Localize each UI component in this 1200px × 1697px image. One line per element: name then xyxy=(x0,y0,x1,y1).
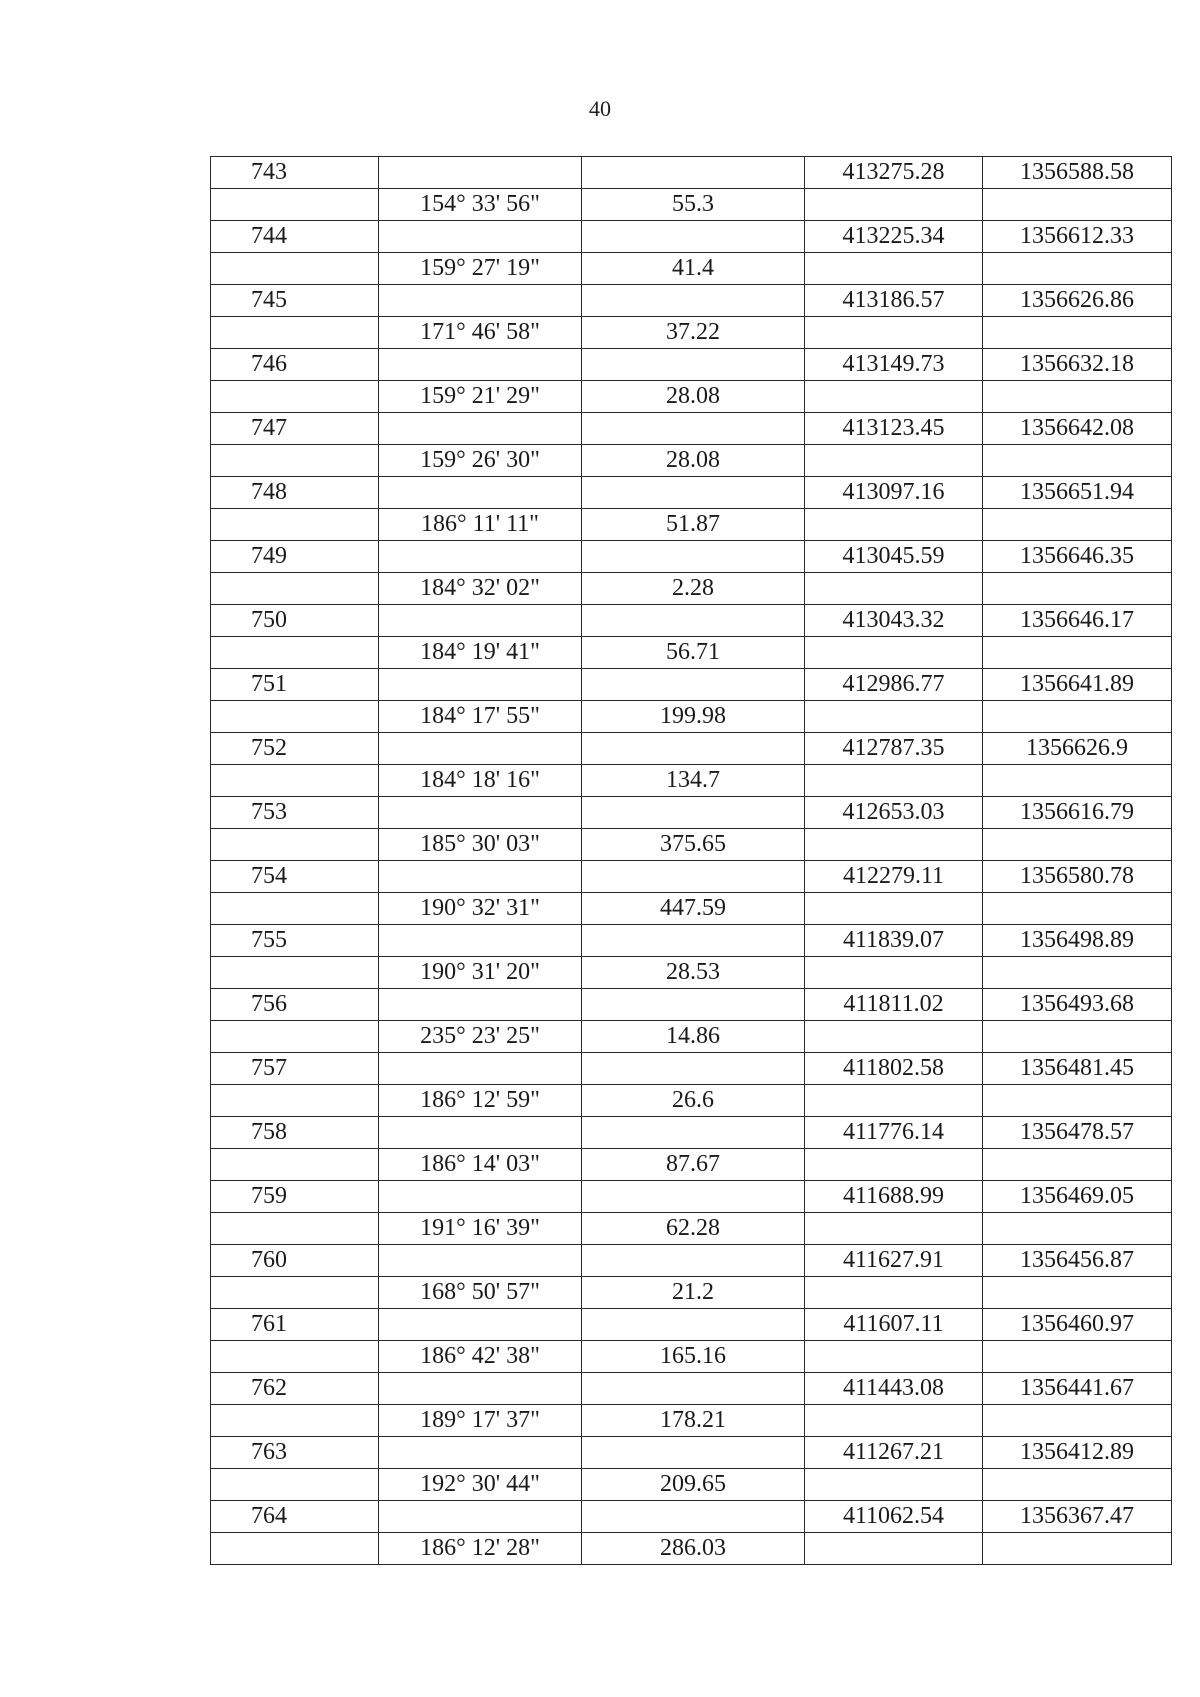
point-cell: 749 xyxy=(211,541,379,573)
northing-cell xyxy=(983,1469,1172,1501)
distance-cell: 28.08 xyxy=(582,381,805,413)
table-row-segment xyxy=(211,445,1172,477)
point-cell: 752 xyxy=(211,733,379,765)
easting-cell xyxy=(805,445,983,477)
easting-cell: 412986.77 xyxy=(805,669,983,701)
point-cell xyxy=(211,637,379,669)
table-row-segment xyxy=(211,253,1172,285)
table-row-segment xyxy=(211,1533,1172,1565)
bearing-cell xyxy=(379,797,582,829)
bearing-cell xyxy=(379,733,582,765)
bearing-cell: 191° 16' 39" xyxy=(379,1213,582,1245)
point-cell xyxy=(211,573,379,605)
table-row-segment xyxy=(211,829,1172,861)
easting-cell xyxy=(805,189,983,221)
easting-cell: 411811.02 xyxy=(805,989,983,1021)
point-cell: 754 xyxy=(211,861,379,893)
table-row-segment xyxy=(211,509,1172,541)
northing-cell: 1356646.35 xyxy=(983,541,1172,573)
bearing-cell: 186° 42' 38" xyxy=(379,1341,582,1373)
table-row-point xyxy=(211,1309,1172,1341)
point-cell xyxy=(211,1213,379,1245)
distance-cell xyxy=(582,1245,805,1277)
northing-cell: 1356588.58 xyxy=(983,157,1172,189)
bearing-cell xyxy=(379,669,582,701)
table-row-segment xyxy=(211,381,1172,413)
distance-cell: 375.65 xyxy=(582,829,805,861)
point-cell: 764 xyxy=(211,1501,379,1533)
distance-cell xyxy=(582,221,805,253)
easting-cell xyxy=(805,1405,983,1437)
point-cell xyxy=(211,1021,379,1053)
point-cell: 755 xyxy=(211,925,379,957)
distance-cell xyxy=(582,861,805,893)
easting-cell: 413045.59 xyxy=(805,541,983,573)
table-row-point xyxy=(211,221,1172,253)
point-cell: 750 xyxy=(211,605,379,637)
bearing-cell: 168° 50' 57" xyxy=(379,1277,582,1309)
bearing-cell: 159° 21' 29" xyxy=(379,381,582,413)
distance-cell: 41.4 xyxy=(582,253,805,285)
point-cell: 757 xyxy=(211,1053,379,1085)
bearing-cell: 184° 32' 02" xyxy=(379,573,582,605)
point-cell xyxy=(211,1277,379,1309)
easting-cell: 412653.03 xyxy=(805,797,983,829)
distance-cell xyxy=(582,733,805,765)
distance-cell: 62.28 xyxy=(582,1213,805,1245)
easting-cell xyxy=(805,1021,983,1053)
easting-cell xyxy=(805,765,983,797)
easting-cell xyxy=(805,1085,983,1117)
table-row-segment xyxy=(211,637,1172,669)
table-row-segment xyxy=(211,1149,1172,1181)
easting-cell xyxy=(805,893,983,925)
distance-cell: 14.86 xyxy=(582,1021,805,1053)
point-cell xyxy=(211,317,379,349)
point-cell xyxy=(211,829,379,861)
easting-cell: 411267.21 xyxy=(805,1437,983,1469)
distance-cell xyxy=(582,797,805,829)
bearing-cell: 235° 23' 25" xyxy=(379,1021,582,1053)
northing-cell: 1356651.94 xyxy=(983,477,1172,509)
point-cell: 760 xyxy=(211,1245,379,1277)
distance-cell: 134.7 xyxy=(582,765,805,797)
northing-cell: 1356626.9 xyxy=(983,733,1172,765)
easting-cell: 412787.35 xyxy=(805,733,983,765)
table-row-point xyxy=(211,1373,1172,1405)
bearing-cell xyxy=(379,1501,582,1533)
point-cell xyxy=(211,765,379,797)
point-cell: 756 xyxy=(211,989,379,1021)
easting-cell xyxy=(805,1341,983,1373)
table-row-point xyxy=(211,349,1172,381)
point-cell: 758 xyxy=(211,1117,379,1149)
point-cell xyxy=(211,1341,379,1373)
easting-cell: 411802.58 xyxy=(805,1053,983,1085)
point-cell: 762 xyxy=(211,1373,379,1405)
northing-cell xyxy=(983,509,1172,541)
distance-cell: 55.3 xyxy=(582,189,805,221)
northing-cell xyxy=(983,1149,1172,1181)
bearing-cell: 159° 27' 19" xyxy=(379,253,582,285)
table-row-point xyxy=(211,861,1172,893)
bearing-cell xyxy=(379,1373,582,1405)
point-cell: 744 xyxy=(211,221,379,253)
easting-cell xyxy=(805,637,983,669)
easting-cell xyxy=(805,509,983,541)
easting-cell: 411627.91 xyxy=(805,1245,983,1277)
bearing-cell: 185° 30' 03" xyxy=(379,829,582,861)
point-cell xyxy=(211,189,379,221)
page-number: 40 xyxy=(589,96,611,121)
bearing-cell xyxy=(379,861,582,893)
northing-cell xyxy=(983,637,1172,669)
northing-cell: 1356642.08 xyxy=(983,413,1172,445)
easting-cell: 412279.11 xyxy=(805,861,983,893)
bearing-cell xyxy=(379,349,582,381)
bearing-cell: 192° 30' 44" xyxy=(379,1469,582,1501)
northing-cell: 1356456.87 xyxy=(983,1245,1172,1277)
table-row-point xyxy=(211,1117,1172,1149)
table-row-point xyxy=(211,925,1172,957)
table-row-point xyxy=(211,797,1172,829)
northing-cell xyxy=(983,1277,1172,1309)
point-cell xyxy=(211,1085,379,1117)
point-cell: 746 xyxy=(211,349,379,381)
bearing-cell xyxy=(379,413,582,445)
easting-cell: 413186.57 xyxy=(805,285,983,317)
distance-cell: 447.59 xyxy=(582,893,805,925)
bearing-cell xyxy=(379,925,582,957)
distance-cell xyxy=(582,925,805,957)
distance-cell xyxy=(582,1501,805,1533)
bearing-cell: 186° 14' 03" xyxy=(379,1149,582,1181)
table-row-segment xyxy=(211,1277,1172,1309)
easting-cell: 411776.14 xyxy=(805,1117,983,1149)
bearing-cell: 184° 19' 41" xyxy=(379,637,582,669)
northing-cell xyxy=(983,445,1172,477)
northing-cell xyxy=(983,317,1172,349)
easting-cell: 411839.07 xyxy=(805,925,983,957)
northing-cell xyxy=(983,893,1172,925)
easting-cell: 413275.28 xyxy=(805,157,983,189)
distance-cell: 87.67 xyxy=(582,1149,805,1181)
northing-cell xyxy=(983,701,1172,733)
bearing-cell xyxy=(379,1245,582,1277)
northing-cell xyxy=(983,765,1172,797)
bearing-cell: 190° 32' 31" xyxy=(379,893,582,925)
distance-cell: 2.28 xyxy=(582,573,805,605)
point-cell xyxy=(211,893,379,925)
point-cell: 745 xyxy=(211,285,379,317)
point-cell xyxy=(211,445,379,477)
northing-cell xyxy=(983,1341,1172,1373)
northing-cell: 1356412.89 xyxy=(983,1437,1172,1469)
easting-cell xyxy=(805,317,983,349)
table-row-point xyxy=(211,1245,1172,1277)
distance-cell xyxy=(582,541,805,573)
point-cell xyxy=(211,957,379,989)
bearing-cell xyxy=(379,285,582,317)
easting-cell: 411443.08 xyxy=(805,1373,983,1405)
northing-cell: 1356481.45 xyxy=(983,1053,1172,1085)
easting-cell xyxy=(805,1533,983,1565)
northing-cell: 1356612.33 xyxy=(983,221,1172,253)
point-cell: 748 xyxy=(211,477,379,509)
northing-cell: 1356616.79 xyxy=(983,797,1172,829)
bearing-cell: 184° 18' 16" xyxy=(379,765,582,797)
bearing-cell: 189° 17' 37" xyxy=(379,1405,582,1437)
easting-cell: 411688.99 xyxy=(805,1181,983,1213)
northing-cell: 1356641.89 xyxy=(983,669,1172,701)
easting-cell xyxy=(805,1149,983,1181)
distance-cell xyxy=(582,285,805,317)
northing-cell: 1356626.86 xyxy=(983,285,1172,317)
table-row-segment xyxy=(211,317,1172,349)
point-cell: 747 xyxy=(211,413,379,445)
distance-cell xyxy=(582,605,805,637)
distance-cell xyxy=(582,1309,805,1341)
easting-cell xyxy=(805,1277,983,1309)
bearing-cell: 190° 31' 20" xyxy=(379,957,582,989)
bearing-cell xyxy=(379,1181,582,1213)
table-row-segment xyxy=(211,957,1172,989)
northing-cell: 1356632.18 xyxy=(983,349,1172,381)
table-row-segment xyxy=(211,1341,1172,1373)
easting-cell xyxy=(805,701,983,733)
point-cell: 743 xyxy=(211,157,379,189)
northing-cell: 1356498.89 xyxy=(983,925,1172,957)
point-cell: 759 xyxy=(211,1181,379,1213)
point-cell: 751 xyxy=(211,669,379,701)
easting-cell xyxy=(805,381,983,413)
table-row-point xyxy=(211,1437,1172,1469)
point-cell: 763 xyxy=(211,1437,379,1469)
distance-cell xyxy=(582,1437,805,1469)
table-row-point xyxy=(211,989,1172,1021)
distance-cell xyxy=(582,669,805,701)
bearing-cell xyxy=(379,541,582,573)
distance-cell xyxy=(582,1117,805,1149)
table-row-segment xyxy=(211,765,1172,797)
table-row-point xyxy=(211,285,1172,317)
northing-cell: 1356646.17 xyxy=(983,605,1172,637)
easting-cell xyxy=(805,573,983,605)
easting-cell: 413123.45 xyxy=(805,413,983,445)
bearing-cell xyxy=(379,477,582,509)
northing-cell xyxy=(983,189,1172,221)
distance-cell xyxy=(582,989,805,1021)
table-row-segment xyxy=(211,893,1172,925)
distance-cell xyxy=(582,477,805,509)
distance-cell: 28.53 xyxy=(582,957,805,989)
distance-cell: 26.6 xyxy=(582,1085,805,1117)
point-cell xyxy=(211,1469,379,1501)
table-row-point xyxy=(211,1181,1172,1213)
northing-cell xyxy=(983,829,1172,861)
point-cell xyxy=(211,1533,379,1565)
easting-cell: 413043.32 xyxy=(805,605,983,637)
distance-cell: 56.71 xyxy=(582,637,805,669)
northing-cell xyxy=(983,381,1172,413)
survey-coordinates-table xyxy=(210,156,1172,1565)
distance-cell xyxy=(582,349,805,381)
table-row-segment xyxy=(211,1469,1172,1501)
point-cell xyxy=(211,509,379,541)
northing-cell xyxy=(983,253,1172,285)
northing-cell xyxy=(983,1533,1172,1565)
northing-cell xyxy=(983,1213,1172,1245)
point-cell: 761 xyxy=(211,1309,379,1341)
distance-cell: 165.16 xyxy=(582,1341,805,1373)
distance-cell: 199.98 xyxy=(582,701,805,733)
northing-cell: 1356493.68 xyxy=(983,989,1172,1021)
northing-cell: 1356580.78 xyxy=(983,861,1172,893)
table-row-segment xyxy=(211,1021,1172,1053)
bearing-cell xyxy=(379,989,582,1021)
easting-cell: 413097.16 xyxy=(805,477,983,509)
table-row-point xyxy=(211,157,1172,189)
bearing-cell: 154° 33' 56" xyxy=(379,189,582,221)
distance-cell: 178.21 xyxy=(582,1405,805,1437)
bearing-cell xyxy=(379,221,582,253)
easting-cell: 411607.11 xyxy=(805,1309,983,1341)
easting-cell: 411062.54 xyxy=(805,1501,983,1533)
northing-cell: 1356441.67 xyxy=(983,1373,1172,1405)
table-body xyxy=(211,157,1172,1565)
table-row-point xyxy=(211,605,1172,637)
table-row-segment xyxy=(211,1405,1172,1437)
bearing-cell: 186° 12' 59" xyxy=(379,1085,582,1117)
bearing-cell: 159° 26' 30" xyxy=(379,445,582,477)
bearing-cell xyxy=(379,1437,582,1469)
table-row-point xyxy=(211,733,1172,765)
bearing-cell xyxy=(379,605,582,637)
point-cell: 753 xyxy=(211,797,379,829)
distance-cell xyxy=(582,157,805,189)
point-cell xyxy=(211,701,379,733)
bearing-cell: 171° 46' 58" xyxy=(379,317,582,349)
easting-cell xyxy=(805,253,983,285)
distance-cell xyxy=(582,413,805,445)
easting-cell xyxy=(805,829,983,861)
table-row-point xyxy=(211,669,1172,701)
distance-cell: 21.2 xyxy=(582,1277,805,1309)
bearing-cell xyxy=(379,1117,582,1149)
northing-cell xyxy=(983,1405,1172,1437)
easting-cell xyxy=(805,1213,983,1245)
point-cell xyxy=(211,1149,379,1181)
northing-cell: 1356469.05 xyxy=(983,1181,1172,1213)
distance-cell xyxy=(582,1181,805,1213)
easting-cell xyxy=(805,957,983,989)
point-cell xyxy=(211,253,379,285)
point-cell xyxy=(211,381,379,413)
point-cell xyxy=(211,1405,379,1437)
distance-cell xyxy=(582,1053,805,1085)
northing-cell xyxy=(983,1021,1172,1053)
table-row-segment xyxy=(211,701,1172,733)
table-row-segment xyxy=(211,1085,1172,1117)
distance-cell: 286.03 xyxy=(582,1533,805,1565)
bearing-cell xyxy=(379,157,582,189)
easting-cell: 413149.73 xyxy=(805,349,983,381)
distance-cell: 209.65 xyxy=(582,1469,805,1501)
table-row-point xyxy=(211,413,1172,445)
bearing-cell: 186° 11' 11" xyxy=(379,509,582,541)
northing-cell: 1356367.47 xyxy=(983,1501,1172,1533)
table-row-point xyxy=(211,1501,1172,1533)
distance-cell: 51.87 xyxy=(582,509,805,541)
bearing-cell: 184° 17' 55" xyxy=(379,701,582,733)
northing-cell xyxy=(983,1085,1172,1117)
table-row-segment xyxy=(211,189,1172,221)
bearing-cell xyxy=(379,1053,582,1085)
easting-cell: 413225.34 xyxy=(805,221,983,253)
northing-cell: 1356478.57 xyxy=(983,1117,1172,1149)
bearing-cell xyxy=(379,1309,582,1341)
table-row-segment xyxy=(211,1213,1172,1245)
table-row-point xyxy=(211,477,1172,509)
northing-cell: 1356460.97 xyxy=(983,1309,1172,1341)
distance-cell: 37.22 xyxy=(582,317,805,349)
table-row-point xyxy=(211,541,1172,573)
distance-cell xyxy=(582,1373,805,1405)
northing-cell xyxy=(983,573,1172,605)
easting-cell xyxy=(805,1469,983,1501)
bearing-cell: 186° 12' 28" xyxy=(379,1533,582,1565)
table-row-segment xyxy=(211,573,1172,605)
table-row-point xyxy=(211,1053,1172,1085)
northing-cell xyxy=(983,957,1172,989)
distance-cell: 28.08 xyxy=(582,445,805,477)
